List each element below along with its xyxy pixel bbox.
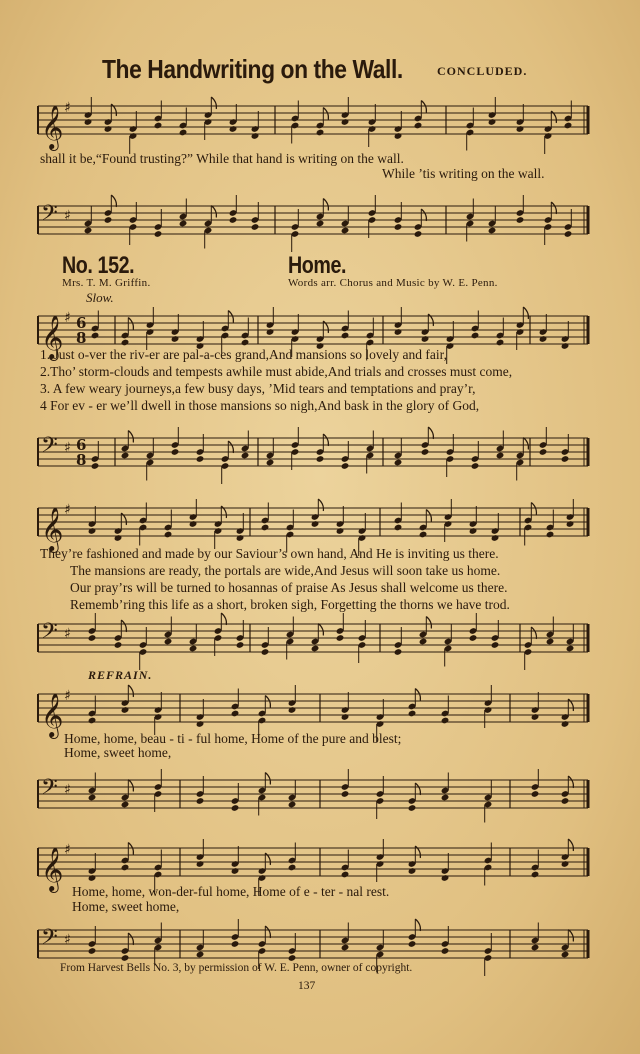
svg-text:𝄞: 𝄞 <box>41 105 64 149</box>
composer-credit: Words arr. Chorus and Music by W. E. Penn. <box>288 277 498 289</box>
prev-song-lyric: shall it be,“Found trusting?” While that hand is writing on the wall. <box>40 151 404 166</box>
svg-text:6: 6 <box>76 314 87 332</box>
svg-text:𝄞: 𝄞 <box>41 507 64 551</box>
lyricist-credit: Mrs. T. M. Griffin. <box>62 277 151 289</box>
svg-text:♯: ♯ <box>64 502 71 518</box>
svg-text:♯: ♯ <box>64 842 71 858</box>
music-staff <box>0 770 640 830</box>
verse-line: 2.Tho’ storm-clouds and tempests awhile must abide,And trials and crosses must come, <box>40 364 513 379</box>
refrain-echo-lyric: Home, sweet home, <box>72 899 180 914</box>
verse-line: 1. Just o-ver the riv-er are pal-a-ces grand,And mansions so lovely and fair, <box>40 347 447 362</box>
verse-line: 4 For ev - er we’ll dwell in those mansions so nigh,And bask in the glory of God, <box>40 398 480 413</box>
hymn-title: Home. <box>288 252 347 279</box>
svg-text:𝄞: 𝄞 <box>41 693 64 737</box>
refrain-lyric: Home, home, won-der-ful home, Home of e - ter - nal rest. <box>72 884 390 899</box>
svg-text:𝄢: 𝄢 <box>41 433 58 463</box>
svg-text:♯: ♯ <box>64 626 71 642</box>
refrain-echo-lyric: Home, sweet home, <box>64 745 172 760</box>
music-staff <box>0 96 640 156</box>
refrain-lyric: Home, home, beau - ti - ful home, Home of the pure and blest; <box>64 731 402 746</box>
svg-text:6: 6 <box>76 436 87 454</box>
verse-line: Our pray’rs will be turned to hosannas of praise As Jesus shall welcome us there. <box>70 580 508 595</box>
prev-song-title: The Handwriting on the Wall. <box>102 54 403 84</box>
svg-text:♯: ♯ <box>64 688 71 704</box>
svg-text:8: 8 <box>76 329 87 347</box>
svg-text:♯: ♯ <box>64 208 71 224</box>
verse-line: The mansions are ready, the portals are wide,And Jesus will soon take us home. <box>70 563 501 578</box>
svg-text:♯: ♯ <box>64 782 71 798</box>
svg-text:♯: ♯ <box>64 440 71 456</box>
svg-text:𝄢: 𝄢 <box>41 619 58 649</box>
page-number: 137 <box>298 980 316 992</box>
verse-line: Rememb’ring this life as a short, broken sigh, Forgetting the thorns we have trod. <box>70 597 510 612</box>
svg-text:𝄢: 𝄢 <box>41 925 58 955</box>
svg-text:𝄞: 𝄞 <box>41 315 64 359</box>
svg-text:♯: ♯ <box>64 932 71 948</box>
verse-line: 3. A few weary journeys,a few busy days, ’Mid tears and temptations and pray’r, <box>40 381 476 396</box>
prev-song-echo-lyric: While ’tis writing on the wall. <box>382 166 545 181</box>
svg-text:𝄢: 𝄢 <box>41 201 58 231</box>
refrain-label: REFRAIN. <box>88 668 153 682</box>
tempo-marking: Slow. <box>86 290 114 305</box>
concluded-label: CONCLUDED. <box>437 64 528 78</box>
svg-text:♯: ♯ <box>64 100 71 116</box>
music-staff <box>0 614 640 674</box>
hymn-number: No. 152. <box>62 252 135 279</box>
svg-text:♯: ♯ <box>64 310 71 326</box>
music-staff <box>0 428 640 488</box>
music-staff <box>0 196 640 256</box>
svg-text:8: 8 <box>76 451 87 469</box>
copyright-notice: From Harvest Bells No. 3, by permission of W. E. Penn, owner of copyright. <box>60 962 413 974</box>
svg-text:𝄞: 𝄞 <box>41 847 64 891</box>
verse-line: They’re fashioned and made by our Saviour’s own hand, And He is inviting us there. <box>40 546 499 561</box>
svg-text:𝄢: 𝄢 <box>41 775 58 805</box>
